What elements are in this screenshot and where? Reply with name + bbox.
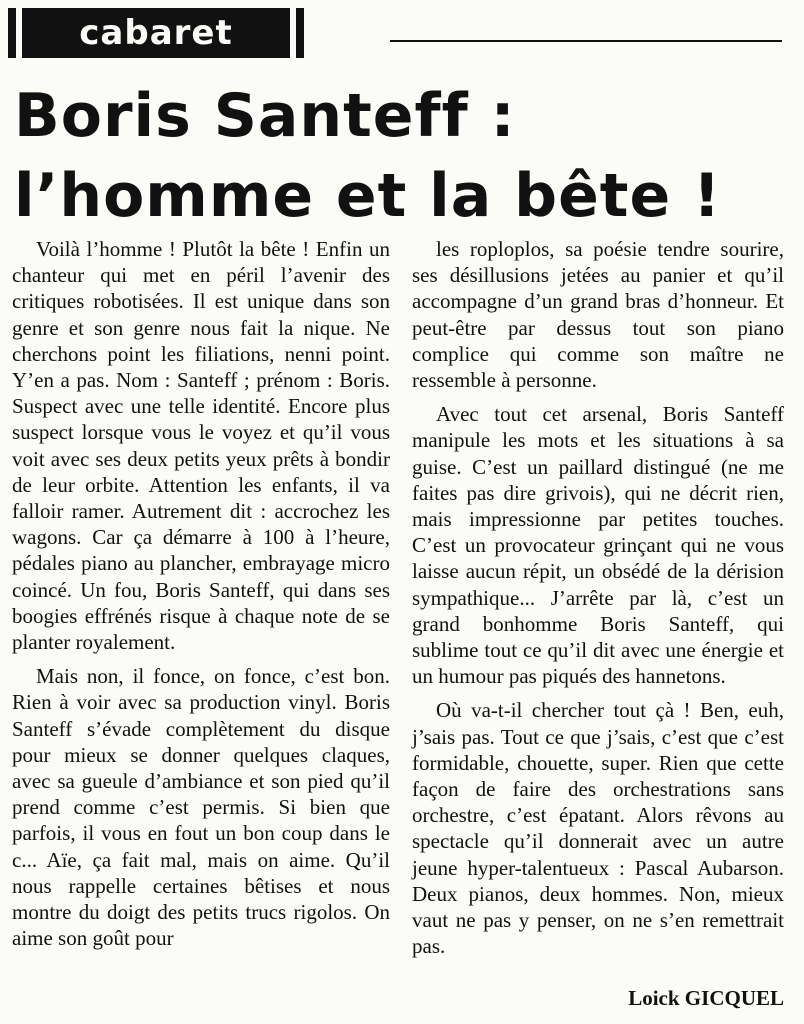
paragraph: les roploplos, sa poésie tendre sourire, ses désillusions jetées au panier et qu’il accompagne d’un grand bras d’honneur. Et peut-être par dessus tout son piano complice qui comme son maître ne ressemble à personne. (412, 237, 784, 393)
section-rubric (8, 8, 304, 58)
rubric-right-bar (296, 8, 304, 58)
headline-line-2: l’homme et la bête ! (14, 161, 722, 231)
paragraph: Mais non, il fonce, on fonce, c’est bon. Rien à voir avec sa production vinyl. Boris Santeff s’évade complètement du disque pour mieux se donner quelques claques, avec sa gueule d’ambiance et son pied qu’il prend comme c’est permis. Si bien que parfois, il vous en fout un bon coup dans le c... Aïe, ça fait mal, mais on aime. Qu’il nous rappelle certaines bêtises et nous montre du doigt des petits trucs rigolos. On aime son goût pour (12, 664, 390, 951)
paragraph: Voilà l’homme ! Plutôt la bête ! Enfin un chanteur qui met en péril l’avenir des critiques robotisées. Il est unique dans son genre et son genre nous fait la nique. Ne cherchons point les filiations, nenni point. Y’en a pas. Nom : Santeff ; prénom : Boris. Suspect avec une telle identité. Encore plus suspect lorsque vous le voyez et qu’il vous voit avec ses deux petits yeux prêts à bondir de leur orbite. Attention les enfants, il va falloir ramer. Autrement dit : accrochez les wagons. Car ça démarre à 100 à l’heure, pédales piano au plancher, embrayage micro coincé. Un fou, Boris Santeff, qui dans ses boogies effrénés risque à chaque note de se planter royalement. (12, 237, 390, 655)
article-column-left (12, 236, 390, 959)
rubric-rule (390, 40, 782, 42)
rubric-left-bar (8, 8, 16, 58)
headline (14, 76, 794, 236)
section-label: cabaret (22, 8, 290, 58)
paragraph: Où va-t-il chercher tout çà ! Ben, euh, j’sais pas. Tout ce que j’sais, c’est que c’est formidable, chouette, super. Rien que cette façon de faire des orchestrations sans orchestre, c’est épatant. Alors rêvons au spectacle qu’il donnerait avec un autre jeune hyper-talentueux : Pascal Aubarson. Deux pianos, deux hommes. Non, mieux vaut ne pas y penser, on ne s’en remettrait pas. (412, 698, 784, 959)
article-column-right (412, 236, 784, 967)
headline-line-1: Boris Santeff : (14, 81, 516, 151)
paragraph: Avec tout cet arsenal, Boris Santeff manipule les mots et les situations à sa guise. C’est un paillard distingué (ne me faites pas dire grivois), qui ne décrit rien, mais impressionne par petites touches. C’est un provocateur grinçant qui ne vous laisse aucun répit, un obsédé de la dérision sympathique... J’arrête par là, c’est un grand bonhomme Boris Santeff, qui sublime tout ce qu’il dit avec une énergie et un humour pas piqués des hannetons. (412, 402, 784, 689)
byline: Loick GICQUEL (628, 986, 784, 1010)
